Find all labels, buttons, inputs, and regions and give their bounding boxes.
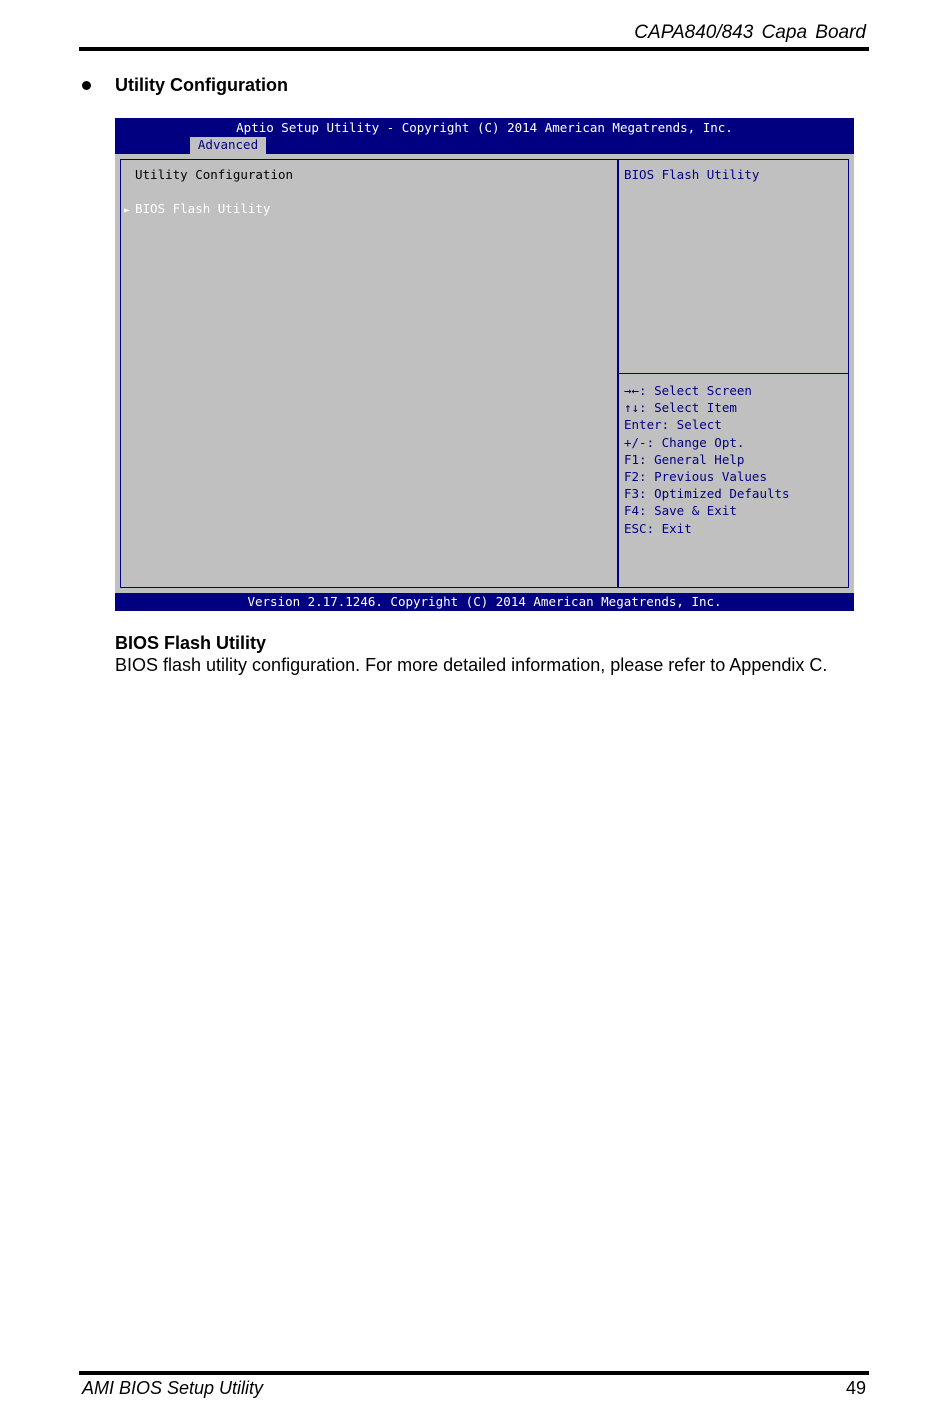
submenu-arrow-icon: ►	[124, 205, 131, 216]
item-description: BIOS flash utility configuration. For more detailed information, please refer to Appendix C.	[115, 655, 828, 675]
bios-flash-utility-item[interactable]: BIOS Flash Utility	[135, 201, 271, 216]
bullet-icon	[82, 81, 91, 90]
item-heading: BIOS Flash Utility	[115, 633, 267, 653]
key-hint: Enter: Select	[624, 417, 722, 433]
header-divider	[79, 47, 869, 51]
footer-title: AMI BIOS Setup Utility	[82, 1378, 264, 1398]
page-number: 49	[845, 1378, 866, 1398]
help-text: BIOS Flash Utility	[624, 167, 760, 182]
key-hint: ↑↓: Select Item	[624, 400, 737, 416]
key-hint: ESC: Exit	[624, 520, 692, 536]
key-hint: F3: Optimized Defaults	[624, 486, 790, 502]
key-hint: F1: General Help	[624, 451, 745, 467]
key-hint: +/-: Change Opt.	[624, 434, 745, 450]
bios-main-panel	[120, 159, 619, 588]
bios-help-panel	[617, 159, 849, 588]
key-legend	[624, 382, 790, 537]
tab-advanced[interactable]: Advanced	[190, 137, 266, 154]
bios-version-bar: Version 2.17.1246. Copyright (C) 2014 American Megatrends, Inc.	[115, 593, 854, 611]
bios-screenshot	[115, 118, 854, 611]
help-divider	[618, 373, 848, 374]
page-header-title: CAPA840/843 Capa Board	[634, 22, 866, 43]
bios-page-title: Utility Configuration	[135, 167, 294, 182]
footer-divider	[79, 1371, 869, 1375]
key-hint: →←: Select Screen	[624, 383, 752, 398]
section-heading: Utility Configuration	[115, 75, 288, 95]
key-hint: F4: Save & Exit	[624, 503, 737, 519]
bios-title: Aptio Setup Utility - Copyright (C) 2014 American Megatrends, Inc.	[236, 120, 733, 135]
key-hint: F2: Previous Values	[624, 468, 767, 484]
bios-title-bar	[115, 118, 854, 154]
